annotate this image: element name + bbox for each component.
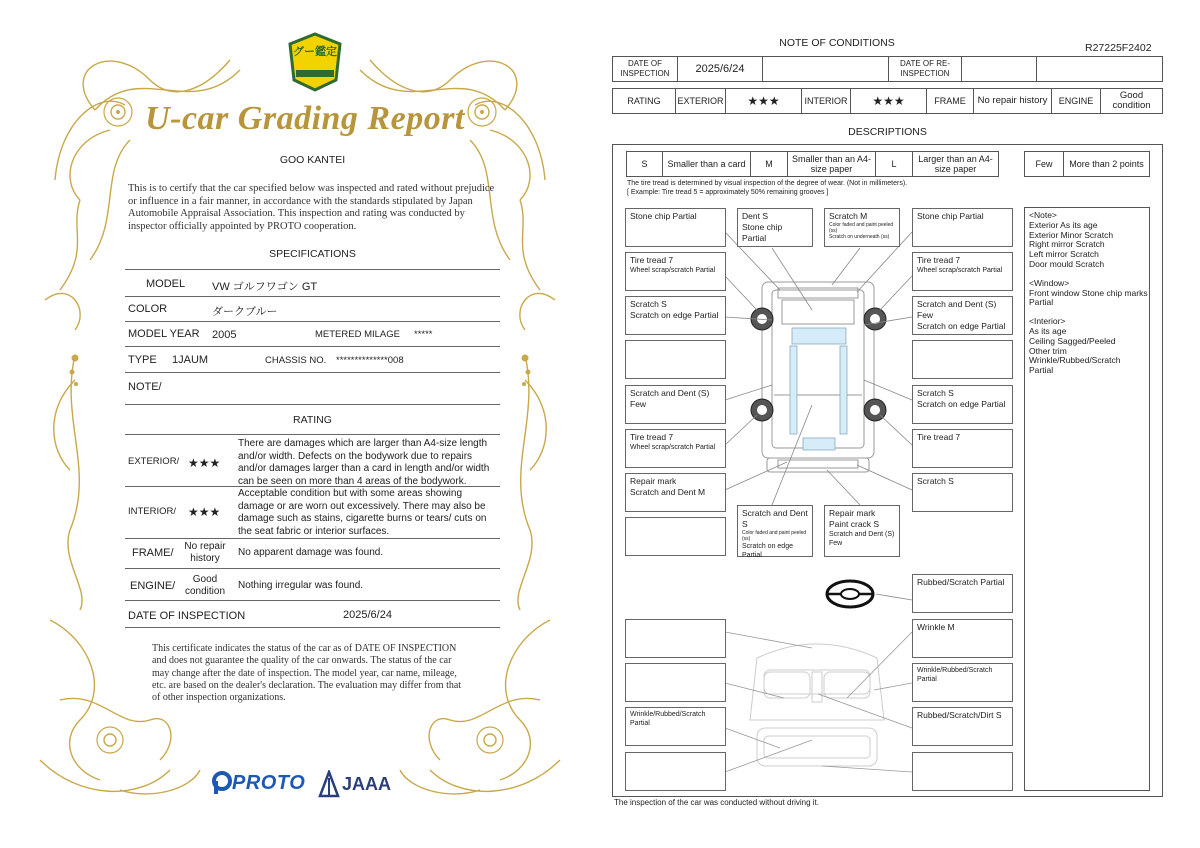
interior-box-right-2	[912, 663, 1013, 702]
interior-box-left-4	[625, 752, 726, 791]
interior-box-left-3	[625, 707, 726, 746]
exterior-box-left-rear	[625, 473, 726, 512]
box-text: Tire tread 7	[917, 255, 961, 265]
box-subtext: Scratch and Dent (S) Few	[829, 531, 895, 547]
note-line: Partial	[1029, 365, 1054, 376]
exterior-box-right-front-wheel	[912, 252, 1013, 291]
box-text: Stone chip Partial	[917, 211, 984, 221]
right-windows	[840, 346, 847, 434]
sheet-footer: The inspection of the car was conducted without driving it.	[614, 798, 819, 807]
certificate-intro: This is to certify that the car specified below was inspected and rated without prejudice or influence in a fair manner, in accordance with the standards stipulated by Japan Automobile Appraisal Association. This inspection and rating was conducted by inspector officially appointed by PROTO cooperation.	[128, 183, 495, 232]
interior-box-left-2	[625, 663, 726, 702]
exterior-box-front-top-right	[824, 208, 900, 247]
exterior-box-left-mid	[625, 340, 726, 379]
certificate-title: U-car Grading Report	[145, 100, 465, 137]
color-value: ダークブルー	[212, 306, 278, 318]
exterior-box-front-right	[912, 208, 1013, 247]
model-year-label: MODEL YEAR	[128, 328, 200, 340]
sheet-title: NOTE OF CONDITIONS	[779, 37, 895, 49]
steering-wheel-icon	[827, 581, 873, 607]
exterior-label: EXTERIOR	[675, 88, 726, 114]
reinspection-date-value	[961, 56, 1037, 82]
legend-desc-few: More than 2 points	[1063, 151, 1150, 177]
badge-text: グー鑑定	[293, 46, 337, 58]
box-text: Scratch S	[630, 299, 667, 309]
note-line: Exterior As its age	[1029, 219, 1098, 230]
type-value: 1JAUM	[172, 354, 209, 366]
frame-description: No apparent damage was found.	[238, 547, 384, 558]
frame-label: FRAME	[926, 88, 974, 114]
milage-label: METERED MILAGE	[315, 329, 400, 340]
box-text: Scratch and Dent (S) Few	[630, 388, 710, 409]
rating-label: RATING	[612, 88, 676, 114]
box-text: Scratch on edge Partial	[917, 399, 1006, 409]
inspection-date-label: DATE OF INSPECTION	[128, 610, 246, 622]
note-line: <Interior>	[1029, 316, 1066, 327]
note-line: Front window Stone chip marks	[1029, 287, 1148, 298]
notes-box	[1024, 207, 1150, 791]
type-label: TYPE	[128, 354, 157, 366]
exterior-box-left-rear-door	[625, 385, 726, 424]
rear-window	[803, 438, 835, 450]
empty-cell	[762, 56, 889, 82]
note-line: Other trim	[1029, 345, 1067, 356]
interior-stars: ★★★	[188, 505, 221, 519]
specs-heading: SPECIFICATIONS	[269, 248, 356, 260]
legend-desc-l: Larger than an A4-size paper	[912, 151, 999, 177]
box-text: Scratch on edge Partial	[917, 321, 1006, 331]
tire-example-note: [ Example: Tire tread 5 = approximately 50% remaining grooves ]	[627, 189, 829, 196]
interior-box-right-1	[912, 619, 1013, 658]
box-subtext: Color faded and paint peeled (ss)	[742, 530, 807, 542]
color-label: COLOR	[128, 303, 168, 315]
box-text: Tire tread 7	[630, 255, 674, 265]
interior-label: INTERIOR	[801, 88, 851, 114]
box-subtext: Wrinkle/Rubbed/Scratch Partial	[630, 711, 706, 727]
frame-value: No repair history	[973, 88, 1052, 114]
left-windows	[790, 346, 797, 434]
box-text: Stone chip Partial	[742, 222, 783, 243]
legend-code-l: L	[875, 151, 913, 177]
empty-cell	[1036, 56, 1163, 82]
interior-box-right-3	[912, 707, 1013, 746]
frame-label: FRAME/	[132, 547, 174, 559]
note-line: Exterior Minor Scratch	[1029, 229, 1114, 240]
box-text: Stone chip Partial	[630, 211, 697, 221]
exterior-stars: ★★★	[725, 88, 802, 114]
box-text: Scratch and Dent (S) Few	[917, 299, 997, 320]
note-line: Partial	[1029, 297, 1054, 308]
note-line: Ceiling Sagged/Peeled	[1029, 335, 1116, 346]
interior-description: Acceptable condition but with some areas showing damage or are worn out excessively. There may also be damage such as stains, cigarette burns or tears/ cuts on the seat fabric or interior surfaces.	[238, 488, 487, 537]
note-line: Left mirror Scratch	[1029, 249, 1099, 260]
exterior-box-front-top-left	[737, 208, 813, 247]
exterior-box-right-rear-wheel	[912, 429, 1013, 468]
box-text: Tire tread 7	[917, 432, 961, 442]
exterior-box-left-front-door	[625, 296, 726, 335]
box-subtext: Scratch on underneath (ss)	[829, 234, 890, 240]
note-line: Door mould Scratch	[1029, 258, 1105, 269]
issuer-name: GOO KANTEI	[279, 154, 346, 166]
inspection-date-label: DATE OF INSPECTION	[612, 56, 678, 82]
box-text: Scratch and Dent S	[742, 508, 808, 529]
box-text: Paint crack S	[829, 519, 880, 529]
box-text: Repair mark	[630, 476, 677, 486]
descriptions-heading: DESCRIPTIONS	[848, 126, 927, 138]
model-value: VW ゴルフワゴン GT	[212, 281, 318, 293]
interior-stars: ★★★	[850, 88, 927, 114]
legend-code-s: S	[626, 151, 663, 177]
certificate-footer: This certificate indicates the status of the car as of DATE OF INSPECTION and does not guarantee the quality of the car onwards. The status of the car may change after the date of inspection. The model year, car name, mileage, etc. are based on the dealer's declaration. The evaluation may differ from that of other inspection organizations.	[152, 643, 462, 704]
reinspection-date-label: DATE OF RE-INSPECTION	[888, 56, 962, 82]
exterior-description: There are damages which are larger than A4-size length and/or width. Defects on the bodywork due to repairs and/or damages larger than a card in length and/or width can be seen on more than 4 areas of the bodywork.	[238, 438, 490, 487]
proto-logo-text: PROTO	[232, 772, 306, 794]
box-text: Scratch S	[917, 388, 954, 398]
box-text: Tire tread 7	[630, 432, 674, 442]
exterior-box-left-rear-wheel	[625, 429, 726, 468]
inspection-date-value: 2025/6/24	[677, 56, 763, 82]
legend-code-few: Few	[1024, 151, 1064, 177]
engine-value: Good condition	[1100, 88, 1163, 114]
note-line: <Note>	[1029, 210, 1057, 220]
exterior-box-right-rear-door	[912, 385, 1013, 424]
exterior-box-left-bottom	[625, 517, 726, 556]
box-text: Rubbed/Scratch/Dirt S	[917, 710, 1002, 720]
reference-number: R27225F2402	[1085, 42, 1152, 54]
exterior-box-rear-bottom-right	[824, 505, 900, 557]
box-subtext: Scratch on edge Partial	[742, 543, 793, 559]
box-text: Scratch on edge Partial	[630, 310, 719, 320]
chassis-value: **************008	[336, 355, 404, 366]
note-line: <Window>	[1029, 277, 1070, 288]
box-text: Scratch M	[829, 211, 868, 221]
exterior-box-right-mid	[912, 340, 1013, 379]
note-line: As its age	[1029, 325, 1067, 336]
exterior-box-front-left	[625, 208, 726, 247]
interior-box-steering	[912, 574, 1013, 613]
inspection-date-value: 2025/6/24	[343, 609, 392, 621]
interior-box-right-4	[912, 752, 1013, 791]
frame-value: No repair history	[184, 541, 226, 564]
model-year-value: 2005	[212, 329, 237, 341]
box-subtext: Wheel scrap/scratch Partial	[630, 267, 716, 274]
exterior-box-left-front-wheel	[625, 252, 726, 291]
box-text: Dent S	[742, 211, 768, 221]
exterior-stars: ★★★	[188, 456, 221, 470]
jaaa-logo-text: JAAA	[342, 774, 392, 794]
tire-note: The tire tread is determined by visual inspection of the degree of wear. (Not in millimeters).	[627, 180, 908, 187]
exterior-label: EXTERIOR/	[128, 456, 180, 467]
note-line: Wrinkle/Rubbed/Scratch	[1029, 355, 1121, 366]
box-subtext: Wheel scrap/scratch Partial	[917, 267, 1003, 274]
legend-desc-m: Smaller than an A4-size paper	[787, 151, 876, 177]
milage-value: *****	[414, 329, 433, 340]
windshield	[792, 328, 846, 344]
model-label: MODEL	[146, 278, 186, 290]
chassis-label: CHASSIS NO.	[265, 355, 327, 366]
engine-label: ENGINE	[1051, 88, 1101, 114]
note-line: Right mirror Scratch	[1029, 239, 1105, 250]
box-text: Repair mark	[829, 508, 876, 518]
legend-code-m: M	[750, 151, 788, 177]
box-text: Rubbed/Scratch Partial	[917, 577, 1005, 587]
exterior-box-rear-bottom-left	[737, 505, 813, 557]
box-subtext: Wrinkle/Rubbed/Scratch Partial	[917, 667, 993, 683]
note-label: NOTE/	[128, 381, 162, 393]
box-text: Scratch and Dent M	[630, 487, 706, 497]
exterior-box-right-rear	[912, 473, 1013, 512]
interior-box-left-1	[625, 619, 726, 658]
engine-label: ENGINE/	[130, 580, 176, 592]
engine-value: Good condition	[184, 574, 226, 597]
box-subtext: Color faded and paint peeled (ss)	[829, 222, 894, 234]
box-text: Scratch S	[917, 476, 954, 486]
box-subtext: Wheel scrap/scratch Partial	[630, 444, 716, 451]
legend-desc-s: Smaller than a card	[662, 151, 751, 177]
exterior-box-right-front-door	[912, 296, 1013, 335]
interior-label: INTERIOR/	[128, 506, 177, 517]
rating-heading: RATING	[293, 414, 332, 426]
box-text: Wrinkle M	[917, 622, 955, 632]
engine-description: Nothing irregular was found.	[238, 580, 364, 591]
